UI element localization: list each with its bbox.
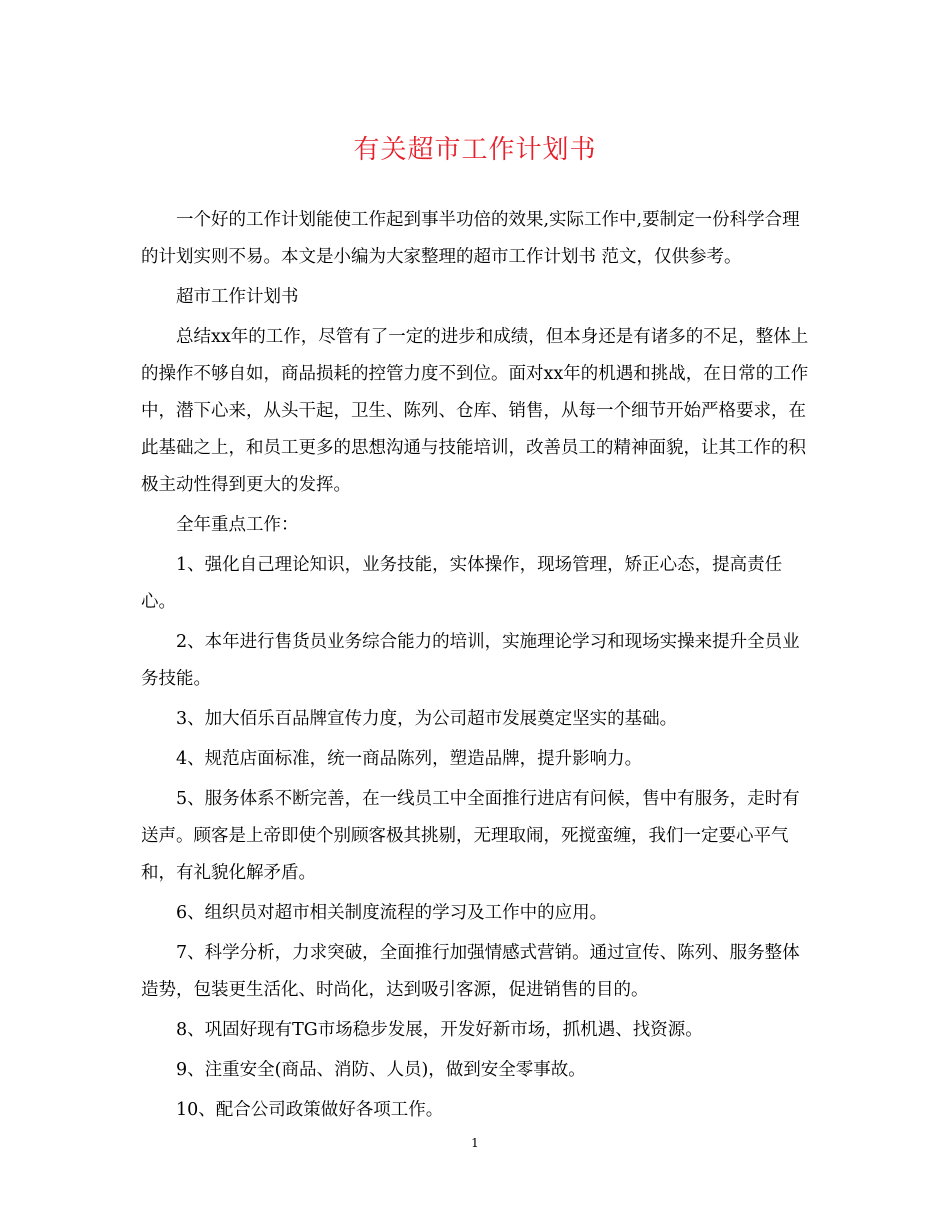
list-item: 2、本年进行售货员业务综合能力的培训，实施理论学习和现场实操来提升全员业务技能。 [141,632,800,689]
document-body [141,202,813,1129]
page-number: 1 [471,1136,479,1150]
list-item: 3、加大佰乐百品牌宣传力度，为公司超市发展奠定坚实的基础。 [176,709,678,729]
list-item: 1、强化自己理论知识，业务技能，实体操作，现场管理，矫正心态，提高责任心。 [141,555,783,612]
document-title: 有关超市工作计划书 [353,135,597,165]
paragraph-subtitle: 超市工作计划书 [176,287,299,307]
list-item: 8、巩固好现有TG市场稳步发展，开发好新市场，抓机遇、找资源。 [176,1020,703,1040]
paragraph-key-work-heading: 全年重点工作： [176,515,299,535]
list-item: 10、配合公司政策做好各项工作。 [176,1100,444,1120]
paragraph-summary: 总结xx年的工作，尽管有了一定的进步和成绩，但本身还是有诸多的不足，整体上的操作不够自如，商品损耗的控管力度不到位。面对xx年的机遇和挑战，在日常的工作中，潜下心来，从头干起，卫生、陈列、仓库、销售，从每一个细节开始严格要求，在此基础之上，和员工更多的思想沟通与技能培训，改善员工的精神面貌，让其工作的积极主动性得到更大的发挥。 [141,327,809,495]
list-item: 9、注重安全(商品、消防、人员)，做到安全零事故。 [176,1060,586,1080]
paragraph-intro: 一个好的工作计划能使工作起到事半功倍的效果,实际工作中,要制定一份科学合理的计划实则不易。本文是小编为大家整理的超市工作计划书 范文，仅供参考。 [141,210,800,267]
list-item: 5、服务体系不断完善，在一线员工中全面推行进店有问候，售中有服务，走时有送声。顾客是上帝即使个别顾客极其挑剔，无理取闹，死搅蛮缠，我们一定要心平气和，有礼貌化解矛盾。 [141,789,800,883]
list-item: 4、规范店面标准，统一商品陈列，塑造品牌，提升影响力。 [176,749,643,769]
list-item: 6、组织员对超市相关制度流程的学习及工作中的应用。 [176,903,608,923]
list-item: 7、科学分析，力求突破，全面推行加强情感式营销。通过宣传、陈列、服务整体造势，包装更生活化、时尚化，达到吸引客源，促进销售的目的。 [141,943,800,1000]
